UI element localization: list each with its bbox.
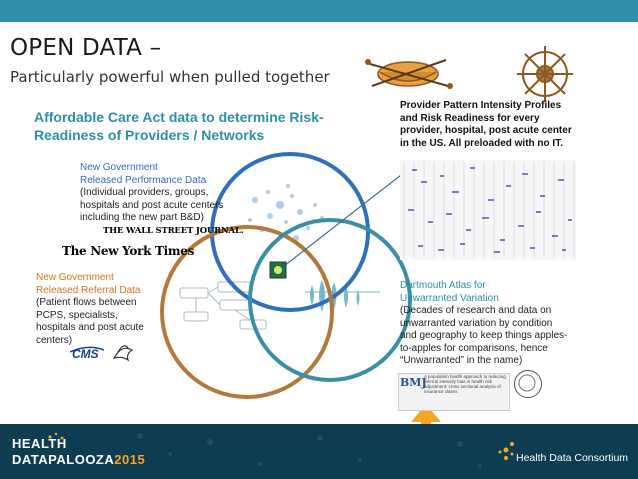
referral-data-block: [36, 272, 156, 347]
dartmouth-block: [400, 280, 570, 368]
seal-ring: [514, 370, 542, 398]
helm-illustration: [517, 46, 573, 102]
bmj-caption: A population health approach to reducing referral intensity bias in health risk adjustment: cross sectional analysis of insurance claims: [424, 374, 506, 394]
footer-brand-name: DATAPALOOZA: [12, 452, 115, 467]
flow-chart-graphic: [180, 282, 266, 329]
provider-pattern-text: Provider Pattern Intensity Profiles and Risk Readiness for every provider, hospital, post acute center in the US. All preloaded with no IT.: [400, 100, 572, 149]
hhs-eagle-icon: [114, 346, 132, 360]
footer-brand-year: 2015: [114, 452, 146, 467]
slide-title: OPEN DATA –: [10, 35, 162, 61]
bmj-logo: BMJ: [400, 376, 427, 389]
connector-line: [279, 168, 410, 270]
network-cloud-graphic: [248, 184, 324, 242]
teal-circle: [250, 220, 410, 380]
slide-subtitle: Particularly powerful when pulled together: [10, 68, 330, 86]
performance-body: (Individual providers, groups, hospitals and post acute centers including the new part B&D): [80, 187, 224, 223]
wsj-logo: THE WALL STREET JOURNAL.: [103, 226, 244, 236]
dartmouth-heading-line2: Unwarranted Variation: [400, 292, 499, 304]
performance-heading-line2: Released Performance Data: [80, 174, 207, 186]
footer-brand-line2: [12, 452, 145, 467]
referral-heading-line2: Released Referral Data: [36, 284, 141, 296]
footer-brand-line1: HEALTH: [12, 436, 67, 451]
nyt-logo: The New York Times: [62, 244, 195, 258]
referral-heading-line1: New Government: [36, 272, 114, 283]
intensity-profile-graphic: [400, 160, 576, 260]
referral-body: (Patient flows between PCPS, specialists, hospitals and post acute centers): [36, 297, 144, 346]
violin-plot-graphic: [305, 280, 380, 312]
performance-heading-line1: New Government: [80, 162, 158, 173]
dartmouth-body: (Decades of research and data on unwarranted variation by condition and geography to keep things apples-to-apples for comparisons, hence “Unwarranted” in the name): [400, 305, 568, 366]
dartmouth-heading-line1: Dartmouth Atlas for: [400, 280, 486, 291]
aca-heading: Affordable Care Act data to determine Risk-Readiness of Providers / Networks: [34, 109, 324, 143]
footer-consortium: Health Data Consortium: [516, 452, 629, 464]
performance-data-block: [80, 162, 230, 225]
top-accent-bar: [0, 0, 638, 22]
consortium-logo-icon: [499, 442, 515, 460]
center-badge-icon: [270, 262, 286, 278]
boat-illustration: [365, 59, 453, 89]
cms-logo: CMS: [72, 347, 99, 361]
